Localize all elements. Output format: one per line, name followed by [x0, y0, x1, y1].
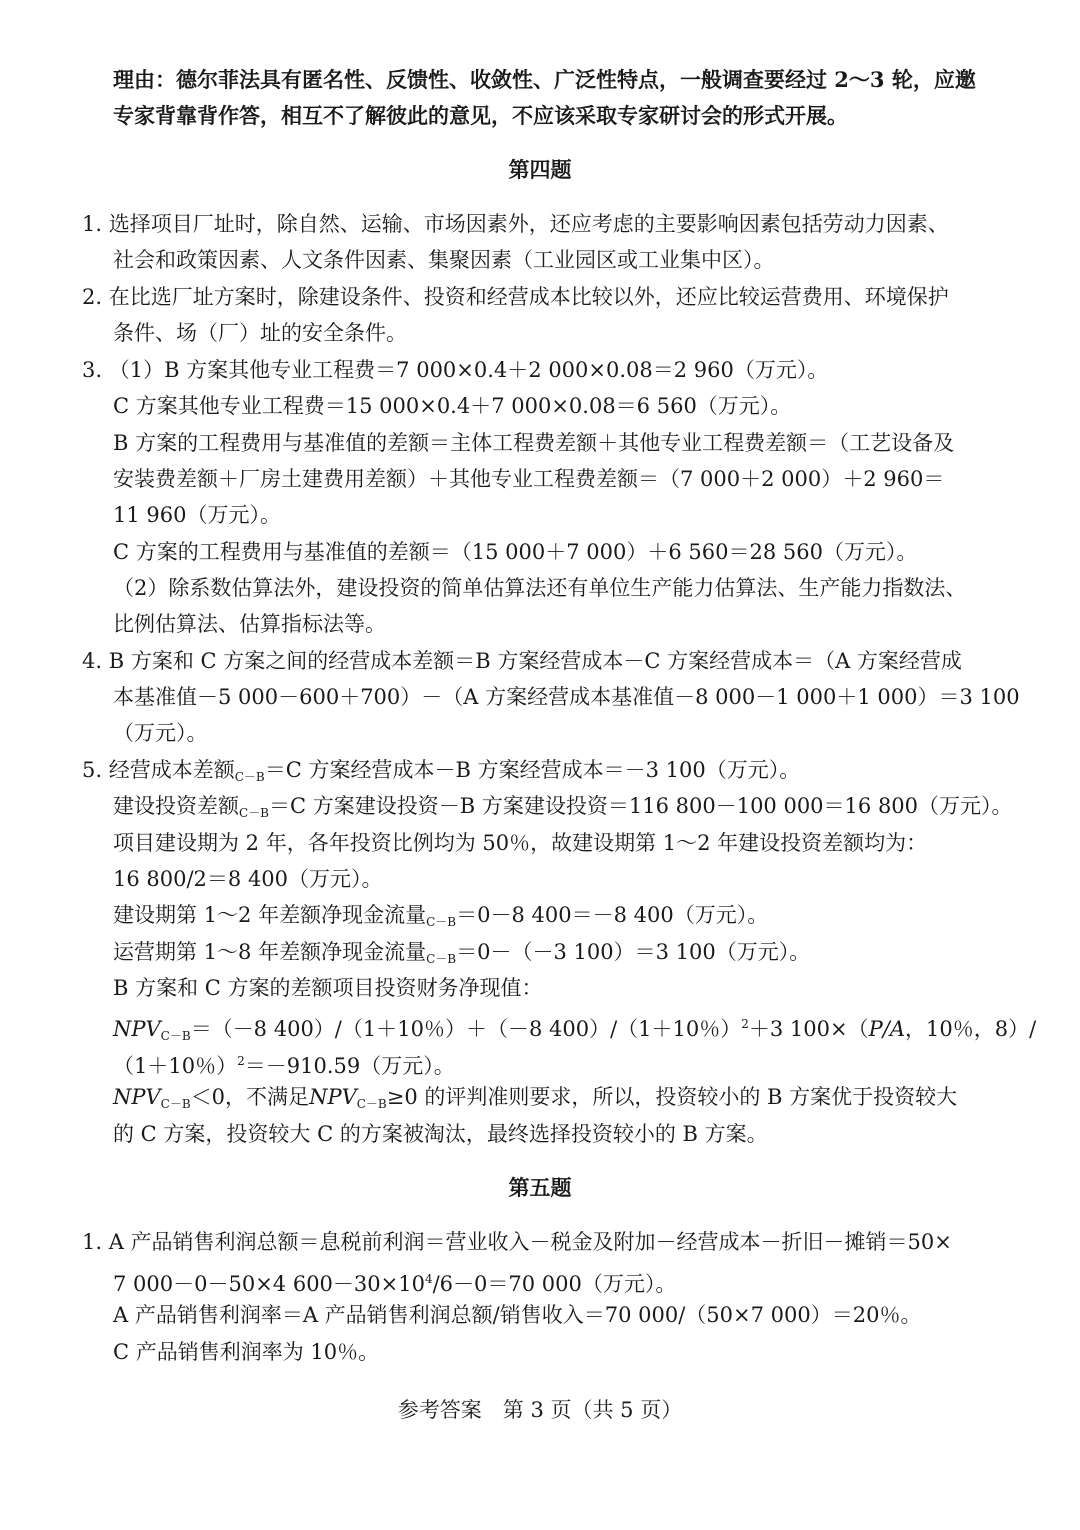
text-segment: （1＋10％）: [113, 1054, 238, 1078]
text-segment: ＝0－8 400＝－8 400（万元）。: [456, 903, 769, 927]
text-segment: 5. 经营成本差额: [82, 758, 235, 782]
pa-symbol: P/A: [868, 1017, 905, 1041]
subscript-c-b: C－B: [356, 1097, 387, 1111]
q4-item-5-line-7: B 方案和 C 方案的差额项目投资财务净现值：: [113, 976, 543, 1000]
q4-item-1-line-1: 1. 选择项目厂址时，除自然、运输、市场因素外，还应考虑的主要影响因素包括劳动力因素、: [82, 212, 949, 236]
q4-item-5-conclusion-line-2: 的 C 方案，投资较大 C 的方案被淘汰，最终选择投资较小的 B 方案。: [113, 1122, 768, 1146]
q4-item-3-line-1: 3. （1）B 方案其他专业工程费＝7 000×0.4＋2 000×0.08＝2 960（万元）。: [82, 358, 829, 382]
q4-item-4-line-3: （万元）。: [113, 721, 208, 745]
section-title-q5: 第五题: [508, 1175, 572, 1200]
q5-item-1-line-2: [113, 1261, 676, 1302]
intro-line-2: 专家背靠背作答，相互不了解彼此的意见，不应该采取专家研讨会的形式开展。: [113, 103, 848, 128]
text-segment: ＝C 方案建设投资－B 方案建设投资＝116 800－100 000＝16 800（万元）。: [269, 794, 1013, 818]
q5-item-1-line-1: 1. A 产品销售利润总额＝息税前利润＝营业收入－税金及附加－经营成本－折旧－摊销＝50×: [82, 1230, 952, 1254]
npv-symbol: NPV: [309, 1085, 357, 1109]
text-segment: ＝0－（－3 100）＝3 100（万元）。: [456, 940, 811, 964]
q4-item-5-npv-formula-line-2: [113, 1043, 455, 1084]
q4-item-4-line-2: 本基准值－5 000－600＋700）－（A 方案经营成本基准值－8 000－1 000＋1 000）＝3 100: [113, 685, 1020, 709]
page-footer: 参考答案 第 3 页（共 5 页）: [397, 1398, 683, 1422]
text-segment: ＝－910.59（万元）。: [244, 1054, 455, 1078]
q5-item-1-line-4: C 产品销售利润率为 10％。: [113, 1340, 380, 1364]
text-segment: ＜0，不满足: [190, 1085, 310, 1109]
q4-item-4-line-1: 4. B 方案和 C 方案之间的经营成本差额＝B 方案经营成本－C 方案经营成本＝（A 方案经营成: [82, 649, 962, 673]
q4-item-3-line-7: （2）除系数估算法外，建设投资的简单估算法还有单位生产能力估算法、生产能力指数法、: [113, 576, 967, 600]
q4-item-3-line-8: 比例估算法、估算指标法等。: [113, 612, 386, 636]
text-segment: ＝C 方案经营成本－B 方案经营成本＝－3 100（万元）。: [264, 758, 801, 782]
npv-symbol: NPV: [113, 1017, 161, 1041]
subscript-c-b: C－B: [426, 952, 457, 966]
q4-item-2-line-1: 2. 在比选厂址方案时，除建设条件、投资和经营成本比较以外，还应比较运营费用、环境保护: [82, 285, 949, 309]
text-segment: ≥0 的评判准则要求，所以，投资较小的 B 方案优于投资较大: [386, 1085, 958, 1109]
text-segment: 运营期第 1～8 年差额净现金流量: [113, 940, 427, 964]
q4-item-5-line-4: 16 800/2＝8 400（万元）。: [113, 867, 383, 891]
q4-item-1-line-2: 社会和政策因素、人文条件因素、集聚因素（工业园区或工业集中区）。: [113, 248, 775, 272]
intro-line-1: 理由：德尔菲法具有匿名性、反馈性、收敛性、广泛性特点，一般调查要经过 2～3 轮，应邀: [113, 67, 976, 92]
text-segment: 7 000－0－50×4 600－30×10: [113, 1272, 425, 1296]
text-segment: ＝（－8 400）/（1＋10％）＋（－8 400）/（1＋10％）: [190, 1017, 742, 1041]
text-segment: 建设投资差额: [113, 794, 239, 818]
text-segment: /6－0＝70 000（万元）。: [432, 1272, 677, 1296]
q4-item-3-line-3: B 方案的工程费用与基准值的差额＝主体工程费差额＋其他专业工程费差额＝（工艺设备及: [113, 431, 955, 455]
superscript-2: 2: [741, 1017, 749, 1031]
subscript-c-b: C－B: [234, 770, 265, 784]
q4-item-3-line-6: C 方案的工程费用与基准值的差额＝（15 000＋7 000）＋6 560＝28 560（万元）。: [113, 540, 918, 564]
npv-symbol: NPV: [113, 1085, 161, 1109]
text-segment: ＋3 100×（: [748, 1017, 869, 1041]
q4-item-3-line-2: C 方案其他专业工程费＝15 000×0.4＋7 000×0.08＝6 560（万元）。: [113, 394, 792, 418]
text-segment: 建设期第 1～2 年差额净现金流量: [113, 903, 427, 927]
text-segment: ，10％，8）/: [904, 1017, 1037, 1041]
subscript-c-b: C－B: [239, 806, 270, 820]
q4-item-3-line-5: 11 960（万元）。: [113, 503, 281, 527]
subscript-c-b: C－B: [426, 915, 457, 929]
subscript-c-b: C－B: [160, 1029, 191, 1043]
subscript-c-b: C－B: [160, 1097, 191, 1111]
superscript-2: 2: [237, 1054, 245, 1068]
section-title-q4: 第四题: [508, 157, 572, 182]
q4-item-5-line-3: 项目建设期为 2 年，各年投资比例均为 50％，故建设期第 1～2 年建设投资差额均为：: [113, 831, 928, 855]
q4-item-2-line-2: 条件、场（厂）址的安全条件。: [113, 321, 407, 345]
q5-item-1-line-3: A 产品销售利润率＝A 产品销售利润总额/销售收入＝70 000/（50×7 000）＝20％。: [113, 1303, 922, 1327]
superscript-4: 4: [424, 1272, 433, 1286]
q4-item-3-line-4: 安装费差额＋厂房土建费用差额）＋其他专业工程费差额＝（7 000＋2 000）＋2 960＝: [113, 467, 945, 491]
